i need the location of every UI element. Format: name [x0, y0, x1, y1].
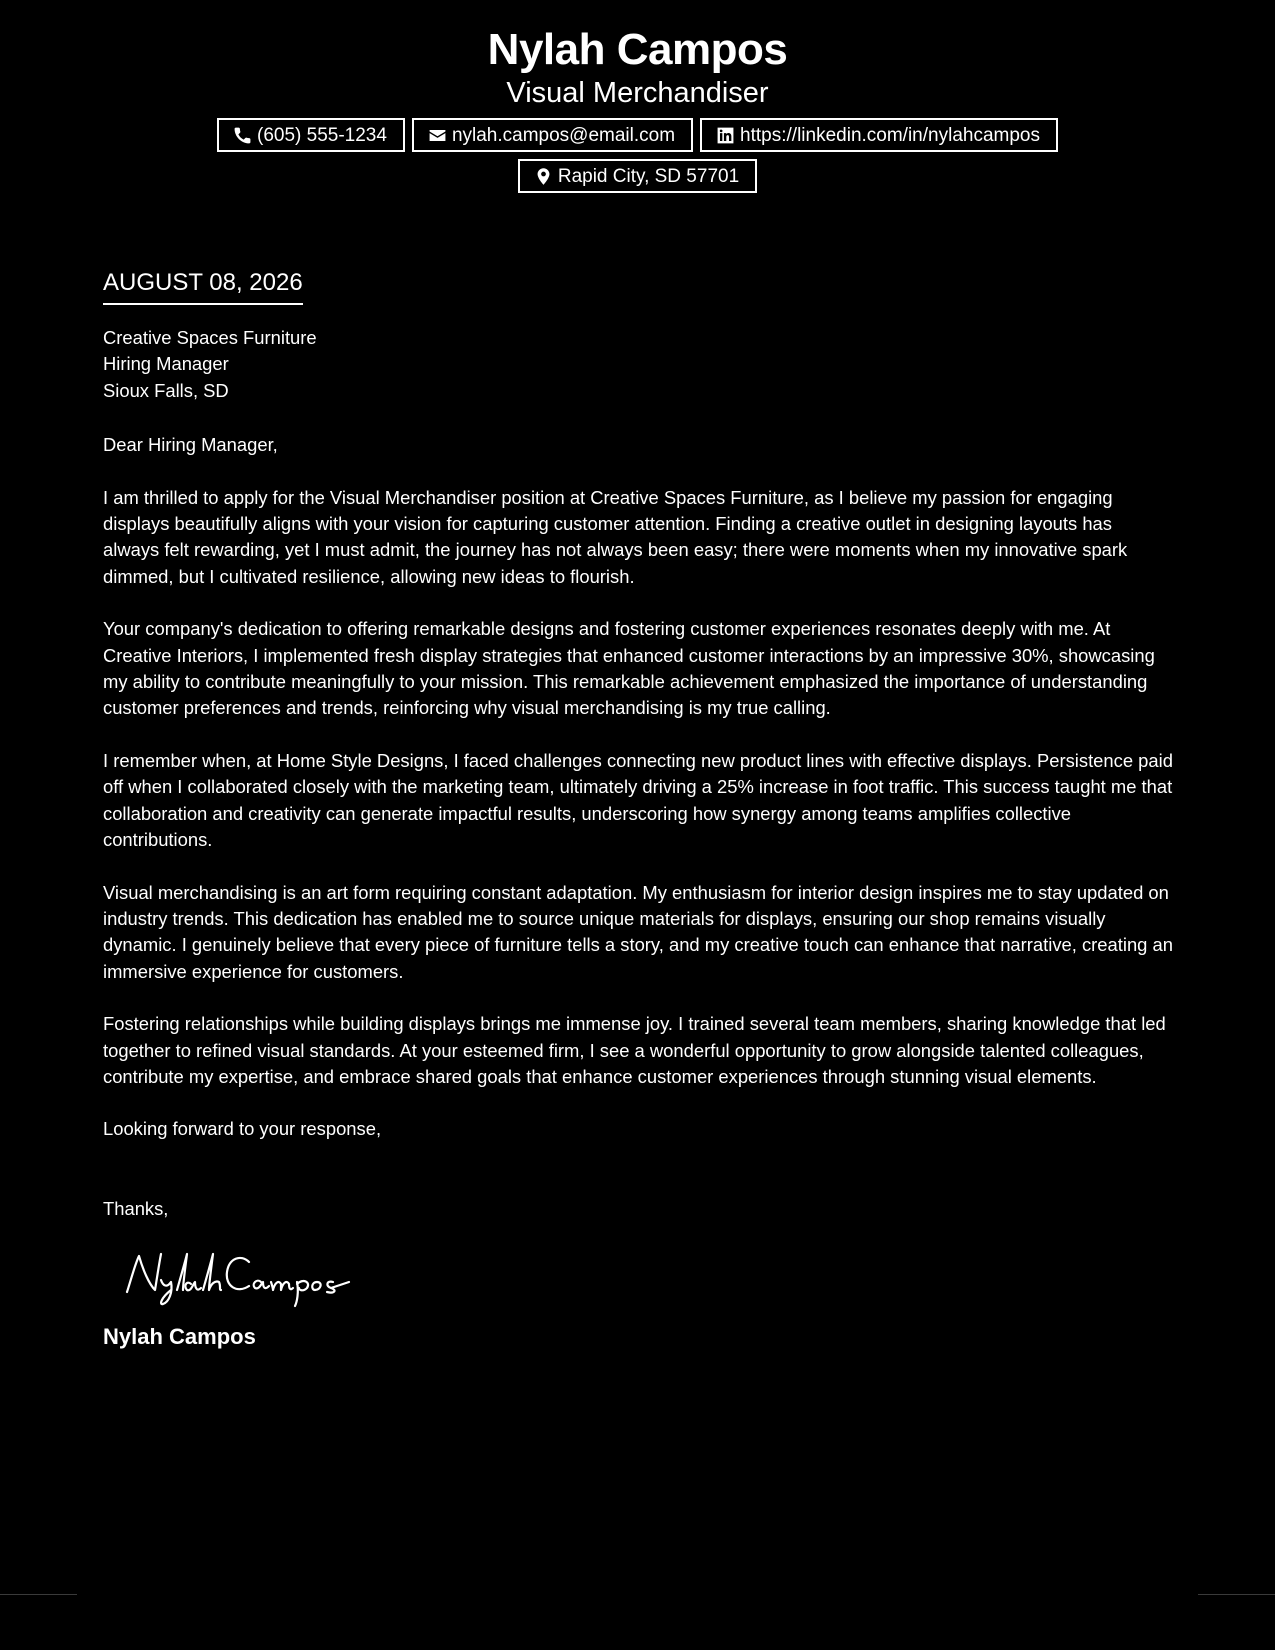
contact-linkedin-text: https://linkedin.com/in/nylahcampos	[740, 124, 1040, 146]
location-pin-icon	[534, 167, 553, 186]
letter-header	[0, 0, 1275, 193]
signer-name: Nylah Campos	[103, 1324, 256, 1350]
signoff: Thanks,	[103, 1197, 169, 1219]
footer-divider-left	[0, 1594, 77, 1595]
recipient-person: Hiring Manager	[103, 353, 229, 375]
recipient-location: Sioux Falls, SD	[103, 379, 229, 401]
contact-email-text: nylah.campos@email.com	[451, 124, 676, 146]
contact-linkedin[interactable]	[700, 118, 1058, 152]
salutation: Dear Hiring Manager,	[103, 434, 278, 456]
contact-location[interactable]	[518, 159, 757, 193]
body-paragraph: I am thrilled to apply for the Visual Merchandiser position at Creative Spaces Furniture, as I believe my passion for engaging displays beautifully aligns with your vision for capturing customer attention. Finding a creative outlet in designing layouts has always felt rewarding, yet I must admit, the journey has not always been easy; there were moments when my innovative spark dimmed, but I cultivated resilience, allowing new ideas to flourish.	[103, 486, 1128, 587]
body-paragraph: Fostering relationships while building displays brings me immense joy. I trained several team members, sharing knowledge that led together to refined visual standards. At your esteemed firm, I see a wonderful opportunity to grow alongside talented colleagues, contribute my expertise, and embrace shared goals that enhance customer experiences through stunning visual elements.	[103, 1013, 1166, 1087]
contact-phone[interactable]	[217, 118, 405, 152]
applicant-title: Visual Merchandiser	[506, 77, 769, 109]
recipient-company: Creative Spaces Furniture	[103, 327, 317, 348]
applicant-name: Nylah Campos	[487, 25, 788, 74]
contact-location-text: Rapid City, SD 57701	[557, 165, 740, 187]
body-paragraph: I remember when, at Home Style Designs, I faced challenges connecting new product lines with effective displays. Persistence paid off when I collaborated closely with the marketing team, ultimately driving a 25% increase in foot traffic. This success taught me that collaboration and creativity can generate impactful results, underscoring how synergy among teams amplifies collective contributions.	[103, 749, 1173, 851]
handwritten-signature	[117, 1240, 357, 1310]
linkedin-icon	[716, 126, 735, 145]
footer-divider-right	[1198, 1594, 1275, 1595]
body-paragraph: Your company's dedication to offering remarkable designs and fostering customer experiences resonates deeply with me. At Creative Interiors, I implemented fresh display strategies that enhanced customer interactions by an impressive 30%, showcasing my ability to contribute meaningfully to your mission. This remarkable achievement emphasized the importance of understanding customer preferences and trends, reinforcing why visual merchandising is my true calling.	[103, 618, 1155, 719]
phone-icon	[233, 126, 252, 145]
closing-line: Looking forward to your response,	[103, 1118, 382, 1140]
contact-email[interactable]	[412, 118, 693, 152]
body-paragraph: Visual merchandising is an art form requiring constant adaptation. My enthusiasm for interior design inspires me to stay updated on industry trends. This dedication has enabled me to source unique materials for displays, ensuring our shop remains visually dynamic. I genuinely believe that every piece of furniture tells a story, and my creative touch can enhance that narrative, creating an immersive experience for customers.	[103, 881, 1173, 982]
email-icon	[428, 126, 447, 145]
contact-phone-text: (605) 555-1234	[257, 124, 387, 146]
contact-bar	[188, 118, 1088, 193]
recipient-block	[103, 325, 1173, 404]
letter-date: AUGUST 08, 2026	[103, 265, 303, 305]
letter-body	[103, 265, 1173, 1352]
